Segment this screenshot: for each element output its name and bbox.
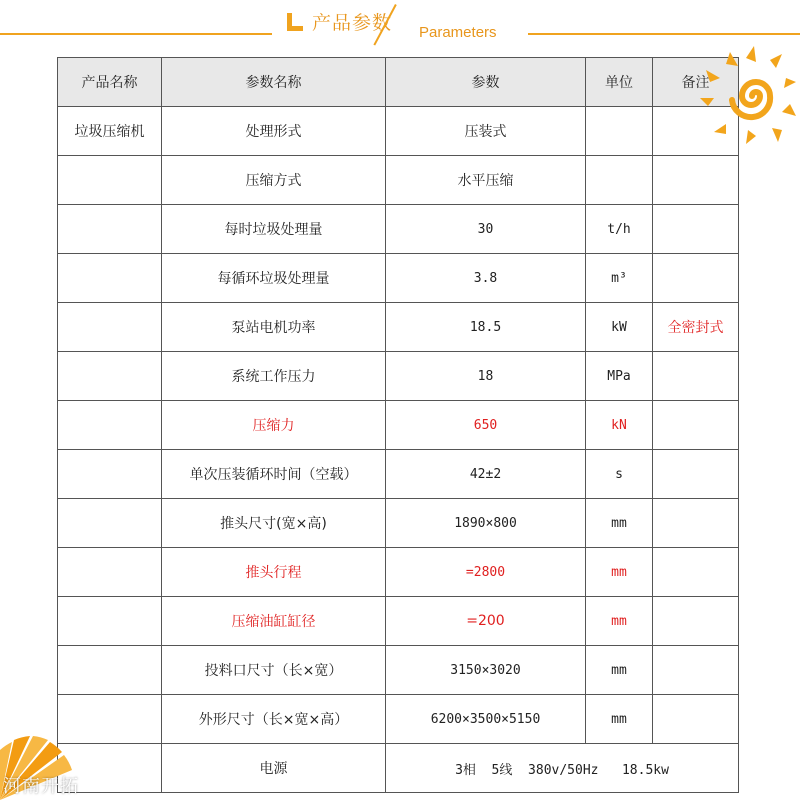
cell-unit: mm bbox=[586, 695, 653, 744]
table-header-row bbox=[58, 58, 739, 107]
cell-value: =200 bbox=[386, 597, 586, 646]
table-row bbox=[58, 695, 739, 744]
cell-name: 外形尺寸（长×宽×高） bbox=[162, 695, 386, 744]
cell-value: 压装式 bbox=[386, 107, 586, 156]
header-product-name: 产品名称 bbox=[58, 58, 162, 107]
cell-value: 水平压缩 bbox=[386, 156, 586, 205]
cell-value: =2800 bbox=[386, 548, 586, 597]
cell-note bbox=[653, 695, 739, 744]
cell-product: 垃圾压缩机 bbox=[58, 107, 162, 156]
watermark-text: 河南开拓 bbox=[3, 776, 79, 797]
cell-name: 投料口尺寸（长×宽） bbox=[162, 646, 386, 695]
cell-unit: mm bbox=[586, 597, 653, 646]
cell-product bbox=[58, 450, 162, 499]
cell-name: 压缩力 bbox=[162, 401, 386, 450]
table-row bbox=[58, 499, 739, 548]
table-row bbox=[58, 303, 739, 352]
table-row bbox=[58, 107, 739, 156]
cell-note bbox=[653, 499, 739, 548]
header-rule-right bbox=[528, 33, 800, 35]
cell-product bbox=[58, 597, 162, 646]
cell-value: 650 bbox=[386, 401, 586, 450]
cell-value: 18 bbox=[386, 352, 586, 401]
table-row bbox=[58, 646, 739, 695]
table-row bbox=[58, 254, 739, 303]
cell-name: 单次压装循环时间（空载） bbox=[162, 450, 386, 499]
cell-value: 6200×3500×5150 bbox=[386, 695, 586, 744]
cell-name: 每循环垃圾处理量 bbox=[162, 254, 386, 303]
sun-icon bbox=[690, 46, 800, 146]
cell-unit bbox=[586, 107, 653, 156]
cell-note bbox=[653, 548, 739, 597]
cell-unit: t/h bbox=[586, 205, 653, 254]
corner-bracket-icon bbox=[287, 13, 303, 31]
cell-name: 压缩油缸缸径 bbox=[162, 597, 386, 646]
cell-note bbox=[653, 646, 739, 695]
cell-note: 全密封式 bbox=[653, 303, 739, 352]
header-unit: 单位 bbox=[586, 58, 653, 107]
cell-product bbox=[58, 156, 162, 205]
cell-product bbox=[58, 646, 162, 695]
cell-name: 电源 bbox=[162, 744, 386, 793]
cell-value: 3.8 bbox=[386, 254, 586, 303]
table-row bbox=[58, 156, 739, 205]
cell-unit: s bbox=[586, 450, 653, 499]
cell-name: 推头行程 bbox=[162, 548, 386, 597]
cell-note bbox=[653, 450, 739, 499]
cell-product bbox=[58, 499, 162, 548]
cell-value-power-supply: 3相 5线 380v/50Hz 18.5kw bbox=[386, 744, 739, 793]
section-header bbox=[0, 0, 800, 60]
cell-product bbox=[58, 303, 162, 352]
table-row bbox=[58, 450, 739, 499]
cell-unit: mm bbox=[586, 646, 653, 695]
cell-name: 每时垃圾处理量 bbox=[162, 205, 386, 254]
cell-name: 处理形式 bbox=[162, 107, 386, 156]
cell-note bbox=[653, 254, 739, 303]
cell-name: 系统工作压力 bbox=[162, 352, 386, 401]
cell-note bbox=[653, 352, 739, 401]
header-parameter-name: 参数名称 bbox=[162, 58, 386, 107]
cell-unit: mm bbox=[586, 499, 653, 548]
cell-unit: MPa bbox=[586, 352, 653, 401]
cell-name: 泵站电机功率 bbox=[162, 303, 386, 352]
cell-note bbox=[653, 401, 739, 450]
section-title-cn: 产品参数 bbox=[312, 12, 393, 34]
cell-note bbox=[653, 597, 739, 646]
header-parameter-value: 参数 bbox=[386, 58, 586, 107]
header-note: 备注 bbox=[653, 58, 739, 107]
cell-unit: kN bbox=[586, 401, 653, 450]
cell-product bbox=[58, 401, 162, 450]
cell-note bbox=[653, 205, 739, 254]
cell-value: 3150×3020 bbox=[386, 646, 586, 695]
cell-product bbox=[58, 352, 162, 401]
table-row bbox=[58, 352, 739, 401]
cell-value: 30 bbox=[386, 205, 586, 254]
table-row bbox=[58, 548, 739, 597]
parameters-table bbox=[57, 57, 739, 793]
cell-unit bbox=[586, 156, 653, 205]
header-rule-left bbox=[0, 33, 272, 35]
cell-value: 42±2 bbox=[386, 450, 586, 499]
cell-value: 18.5 bbox=[386, 303, 586, 352]
cell-note bbox=[653, 156, 739, 205]
cell-product bbox=[58, 205, 162, 254]
cell-value: 1890×800 bbox=[386, 499, 586, 548]
section-title-en: Parameters bbox=[419, 24, 497, 41]
table-row bbox=[58, 205, 739, 254]
table-row bbox=[58, 597, 739, 646]
cell-unit: mm bbox=[586, 548, 653, 597]
cell-product bbox=[58, 548, 162, 597]
cell-unit: kW bbox=[586, 303, 653, 352]
cell-unit: m³ bbox=[586, 254, 653, 303]
cell-product bbox=[58, 254, 162, 303]
table-row bbox=[58, 401, 739, 450]
cell-name: 压缩方式 bbox=[162, 156, 386, 205]
cell-name: 推头尺寸(宽×高) bbox=[162, 499, 386, 548]
table-row bbox=[58, 744, 739, 793]
